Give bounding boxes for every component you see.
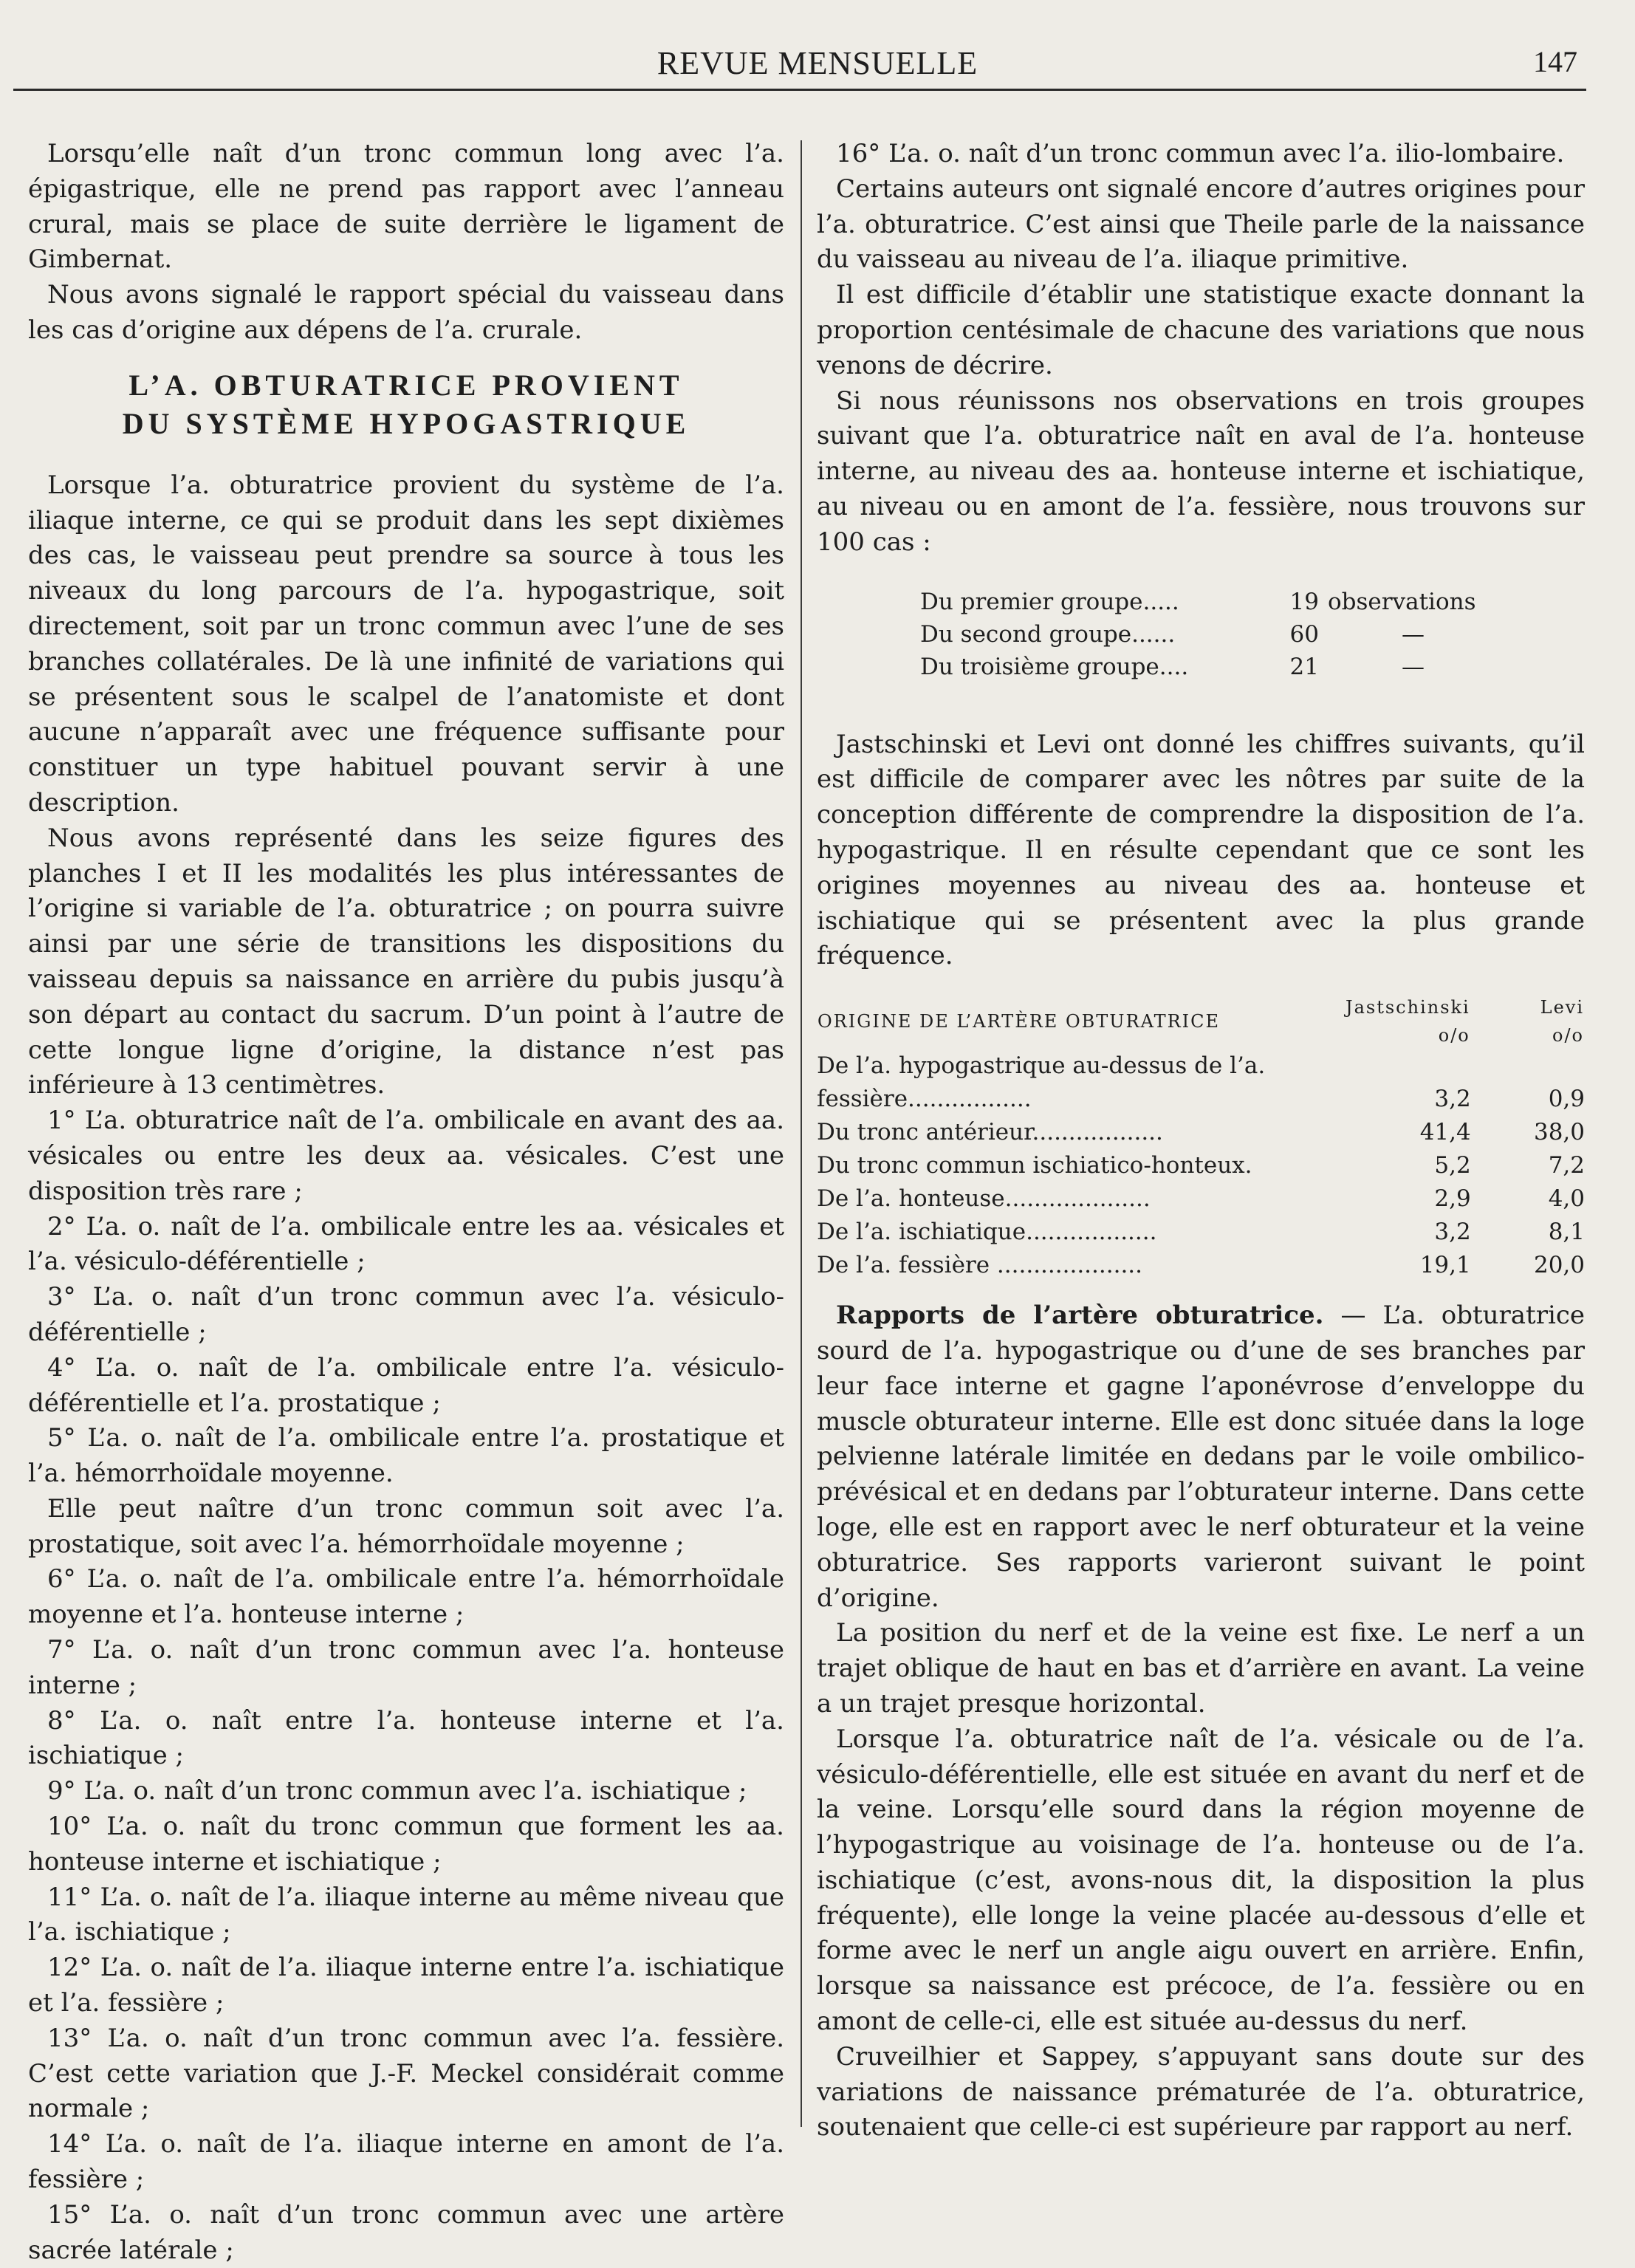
list-item: Elle peut naître d’un tronc commun soit avec l’a. prostatique, soit avec l’a. hémorrhoïdale moyenne ;: [28, 1493, 784, 1559]
table-cell: 41,4: [1419, 1119, 1471, 1146]
list-item: 6° L’a. o. naît de l’a. ombilicale entre l’a. hémorrhoïdale moyenne et l’a. honteuse interne ;: [28, 1564, 784, 1630]
table-cell: 0,9: [1548, 1086, 1585, 1113]
table-cell: De l’a. hypogastrique au-dessus de l’a. fessière.................: [817, 1052, 1266, 1113]
table-row: [817, 1216, 1585, 1249]
paragraph: Nous avons signalé le rapport spécial du vaisseau dans les cas d’origine aux dépens de l’a. crurale.: [28, 280, 784, 345]
paragraph: [817, 1298, 1585, 1616]
paragraph: Nous avons représenté dans les seize figures des planches I et II les modalités les plus intéressantes de l’origine si variable de l’a. obturatrice ; on pourra suivre ainsi par une série de transitions les dispositions du vaisseau depuis sa naissance en arrière du pubis jusqu’à son départ au contact du sacrum. D’un point à l’autre de cette longue ligne d’origine, la distance n’est pas inférieure à 13 centimètres.: [28, 823, 784, 1100]
list-item: 12° L’a. o. naît de l’a. iliaque interne entre l’a. ischiatique et l’a. fessière ;: [28, 1953, 784, 2018]
list-item: 15° L’a. o. naît d’un tronc commun avec une artère sacrée latérale ;: [28, 2199, 784, 2265]
list-item: 5° L’a. o. naît de l’a. ombilicale entre l’a. prostatique et l’a. hémorrhoïdale moyenne.: [28, 1423, 784, 1489]
table-cell: Du tronc antérieur..................: [817, 1119, 1163, 1146]
table-cell: Du troisième groupe....: [920, 653, 1189, 680]
table-cell: observations: [1328, 588, 1476, 615]
column-unit: o/o: [1438, 1025, 1470, 1046]
right-column: [817, 137, 1585, 2145]
column-unit: o/o: [1552, 1025, 1584, 1046]
list-item: 4° L’a. o. naît de l’a. ombilicale entre l’a. vésiculo-déférentielle et l’a. prostatique ;: [28, 1352, 784, 1418]
table-cell: De l’a. fessière ....................: [817, 1252, 1143, 1279]
column-header: Jastschinski: [1345, 997, 1470, 1018]
list-item: 14° L’a. o. naît de l’a. iliaque interne en amont de l’a. fessière ;: [28, 2129, 784, 2195]
section-heading-line: DU SYSTÈME HYPOGASTRIQUE: [122, 406, 690, 440]
list-item: 16° L’a. o. naît d’un tronc commun avec l’a. ilio-lombaire.: [836, 139, 1565, 168]
table-cell: 2,9: [1434, 1185, 1471, 1213]
table-cell: —: [1402, 653, 1425, 680]
left-column: [28, 137, 784, 2268]
column-header: Levi: [1540, 997, 1584, 1018]
table-row: [817, 1116, 1585, 1149]
list-item: 3° L’a. o. naît d’un tronc commun avec l’a. vésiculo-déférentielle ;: [28, 1282, 784, 1347]
table-row: [920, 651, 1564, 683]
list-item: 10° L’a. o. naît du tronc commun que forment les aa. honteuse interne et ischiatique ;: [28, 1812, 784, 1877]
table-cell: 60: [1289, 620, 1319, 648]
page-number: 147: [1533, 45, 1577, 78]
table-cell: 7,2: [1548, 1152, 1585, 1179]
table-cell: Du second groupe......: [920, 620, 1176, 648]
table-cell: —: [1402, 620, 1425, 648]
running-header-title: REVUE MENSUELLE: [657, 45, 978, 81]
paragraph: Si nous réunissons nos observations en trois groupes suivant que l’a. obturatrice naît en aval de l’a. honteuse interne, au niveau des aa. honteuse interne et ischiatique, au niveau ou en amont de l’a. fessière, nous trouvons sur 100 cas :: [817, 386, 1585, 557]
table-row: [920, 586, 1564, 618]
table-cell: 38,0: [1533, 1119, 1585, 1146]
paragraph: La position du nerf et de la veine est fixe. Le nerf a un trajet oblique de haut en bas et d’arrière en avant. La veine a un trajet presque horizontal.: [817, 1618, 1585, 1719]
table-cell: 3,2: [1434, 1086, 1471, 1113]
paragraph: Lorsqu’elle naît d’un tronc commun long avec l’a. épigastrique, elle ne prend pas rapport avec l’anneau crural, mais se place de suite derrière le ligament de Gimbernat.: [28, 139, 784, 275]
table-row: [817, 1249, 1585, 1282]
column-header: ORIGINE DE L’ARTÈRE OBTURATRICE: [818, 1011, 1221, 1032]
list-item: 2° L’a. o. naît de l’a. ombilicale entre les aa. vésicales et l’a. vésiculo-déférentielle ;: [28, 1211, 784, 1277]
section-heading: [28, 366, 784, 443]
table-cell: 21: [1289, 653, 1319, 680]
table-cell: 8,1: [1548, 1219, 1585, 1246]
list-item: 8° L’a. o. naît entre l’a. honteuse interne et l’a. ischiatique ;: [28, 1705, 784, 1771]
table-cell: Du premier groupe.....: [920, 588, 1179, 615]
section-subheading: Rapports de l’artère obturatrice.: [836, 1301, 1324, 1331]
column-divider: [801, 140, 802, 2127]
paragraph: Lorsque l’a. obturatrice naît de l’a. vésicale ou de l’a. vésiculo-déférentielle, elle est située en avant du nerf et de la veine. Lorsqu’elle sourd dans la région moyenne de l’hypogastrique au voisinage de l’a. honteuse ou de l’a. ischiatique (c’est, avons-nous dit, la disposition la plus fréquente), elle longe la veine placée au-dessous d’elle et forme avec le nerf un angle aigu ouvert en arrière. Enfin, lorsque sa naissance est précoce, de l’a. fessière ou en amont de celle-ci, elle est située au-dessus du nerf.: [817, 1724, 1585, 2037]
table-row: [817, 1182, 1585, 1216]
paragraph: Il est difficile d’établir une statistique exacte donnant la proportion centésimale de chacune des variations que nous venons de décrire.: [817, 280, 1585, 380]
origin-comparison-table: [817, 993, 1585, 1282]
list-item: 9° L’a. o. naît d’un tronc commun avec l’a. ischiatique ;: [47, 1776, 747, 1806]
list-item: 13° L’a. o. naît d’un tronc commun avec l’a. fessière. C’est cette variation que J.-F. Meckel considérait comme normale ;: [28, 2023, 784, 2124]
group-statistics-table: [920, 586, 1564, 683]
table-row: [817, 1049, 1585, 1116]
table-cell: De l’a. honteuse....................: [817, 1185, 1151, 1213]
table-cell: 19: [1289, 588, 1319, 615]
paragraph-text: — L’a. obturatrice sourd de l’a. hypogastrique ou d’une de ses branches par leur face interne et gagne l’aponévrose d’enveloppe du muscle obturateur interne. Elle est donc située dans la loge pelvienne latérale limitée en dedans par le voile ombilico-prévésical et en dedans par l’obturateur interne. Dans cette loge, elle est en rapport avec le nerf obturateur et la veine obturatrice. Ses rapports varieront suivant le point d’origine.: [817, 1301, 1585, 1613]
table-cell: Du tronc commun ischiatico-honteux.: [817, 1152, 1252, 1179]
paragraph: Jastschinski et Levi ont donné les chiffres suivants, qu’il est difficile de comparer avec les nôtres par suite de la conception différente de comprendre la disposition de l’a. hypogastrique. Il en résulte cependant que ce sont les origines moyennes au niveau des aa. honteuse et ischiatique qui se présentent avec la plus grande fréquence.: [817, 729, 1585, 971]
table-cell: De l’a. ischiatique..................: [817, 1219, 1157, 1246]
section-heading-line: L’A. OBTURATRICE PROVIENT: [128, 368, 684, 402]
list-item: 7° L’a. o. naît d’un tronc commun avec l’a. honteuse interne ;: [28, 1635, 784, 1700]
paragraph: Cruveilhier et Sappey, s’appuyant sans doute sur des variations de naissance prématurée de l’a. obturatrice, soutenaient que celle-ci est supérieure par rapport au nerf.: [817, 2041, 1585, 2142]
table-header-row: [817, 993, 1585, 1021]
table-cell: 4,0: [1548, 1185, 1585, 1213]
list-item: 1° L’a. obturatrice naît de l’a. ombilicale en avant des aa. vésicales ou entre les deux aa. vésicales. C’est une disposition très rare ;: [28, 1106, 784, 1206]
table-row: [817, 1149, 1585, 1182]
table-cell: 5,2: [1434, 1152, 1471, 1179]
table-cell: 19,1: [1419, 1252, 1471, 1279]
table-cell: 3,2: [1434, 1219, 1471, 1246]
header-rule: [13, 89, 1586, 91]
paragraph: Certains auteurs ont signalé encore d’autres origines pour l’a. obturatrice. C’est ainsi que Theile parle de la naissance du vaisseau au niveau de l’a. iliaque primitive.: [817, 174, 1585, 275]
table-row: [920, 618, 1564, 651]
list-item: 11° L’a. o. naît de l’a. iliaque interne au même niveau que l’a. ischiatique ;: [28, 1882, 784, 1947]
table-cell: 20,0: [1533, 1252, 1585, 1279]
paragraph: Lorsque l’a. obturatrice provient du système de l’a. iliaque interne, ce qui se produit dans les sept dixièmes des cas, le vaisseau peut prendre sa source à tous les niveaux du long parcours de l’a. hypogastrique, soit directement, soit par un tronc commun avec l’une de ses branches collatérales. De là une infinité de variations qui se présentent sous le scalpel de l’anatomiste et dont aucune n’apparaît avec une fréquence suffisante pour constituer un type habituel pouvant servir à une description.: [28, 470, 784, 818]
